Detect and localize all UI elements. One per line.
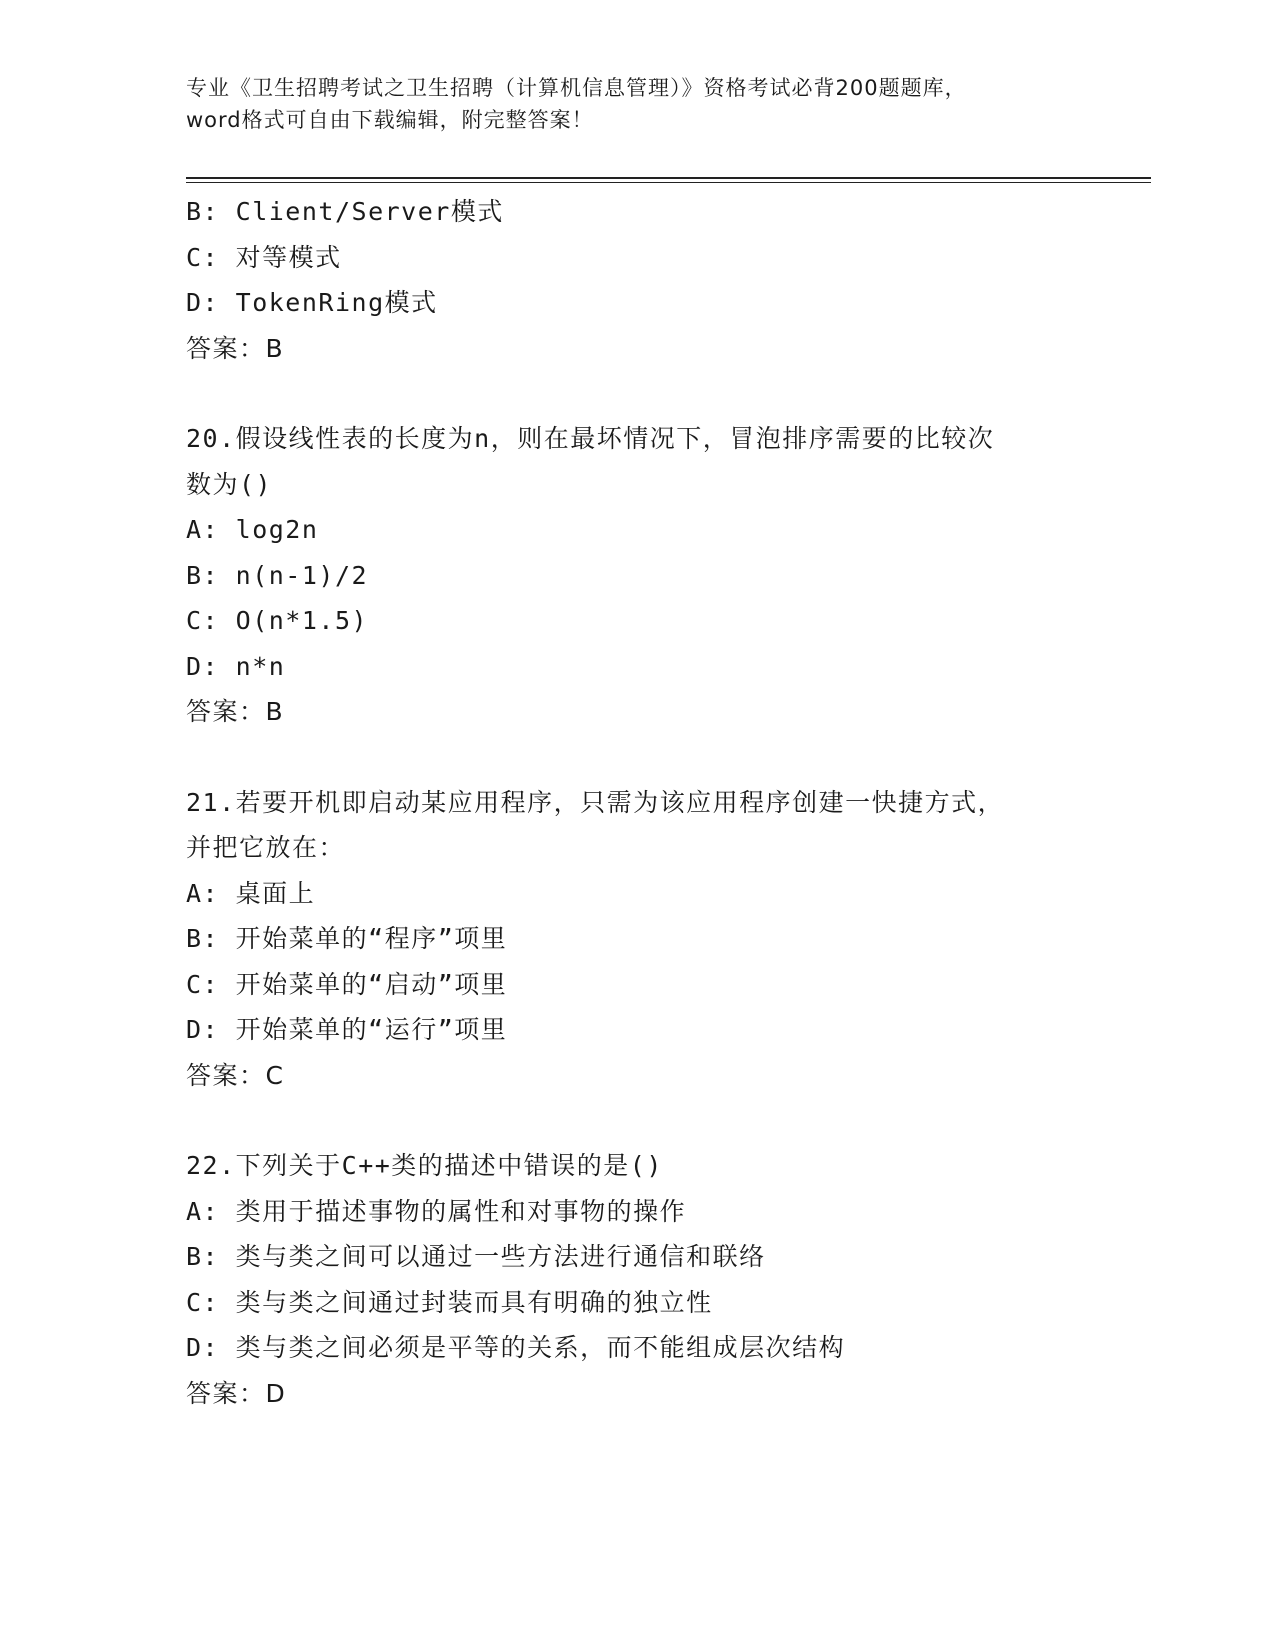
option-b: B: Client/Server模式	[186, 197, 504, 226]
question-block-22	[186, 1143, 1106, 1416]
header-divider-thick	[186, 177, 1151, 179]
question-block-continued	[186, 189, 1106, 371]
question-stem-continued: 数为()	[186, 469, 273, 499]
option-c: C: 类与类之间通过封装而具有明确的独立性	[186, 1287, 713, 1317]
option-a: A: 桌面上	[186, 878, 316, 908]
option-d: D: 开始菜单的“运行”项里	[186, 1015, 508, 1044]
option-b: B: 开始菜单的“程序”项里	[186, 924, 508, 953]
option-a: A: log2n	[186, 515, 319, 544]
spacer	[186, 1098, 1106, 1143]
question-block-20	[186, 416, 1106, 735]
option-d: D: 类与类之间必须是平等的关系，而不能组成层次结构	[186, 1333, 846, 1362]
answer-label: 答案：C	[186, 1060, 285, 1090]
spacer	[186, 735, 1106, 780]
answer-label: 答案：B	[186, 697, 285, 726]
question-content	[186, 189, 1106, 1416]
option-d: D: n*n	[186, 651, 286, 681]
option-c: C: 对等模式	[186, 242, 342, 272]
option-c: C: O(n*1.5)	[186, 606, 369, 635]
option-b: B: 类与类之间可以通过一些方法进行通信和联络	[186, 1242, 766, 1271]
header-line-2: word格式可自由下载编辑，附完整答案！	[186, 108, 594, 132]
question-stem: 20.假设线性表的长度为n，则在最坏情况下，冒泡排序需要的比较次	[186, 424, 995, 453]
option-c: C: 开始菜单的“启动”项里	[186, 969, 508, 999]
spacer	[186, 371, 1106, 416]
document-header	[186, 72, 1086, 136]
question-stem: 22.下列关于C++类的描述中错误的是()	[186, 1151, 663, 1180]
answer-label: 答案：B	[186, 333, 285, 363]
header-line-1: 专业《卫生招聘考试之卫生招聘（计算机信息管理）》资格考试必背200题题库，	[186, 76, 967, 100]
option-b: B: n(n-1)/2	[186, 560, 369, 590]
option-a: A: 类用于描述事物的属性和对事物的操作	[186, 1196, 687, 1226]
question-stem-continued: 并把它放在：	[186, 833, 346, 862]
header-divider-thin	[186, 182, 1151, 183]
option-d: D: TokenRing模式	[186, 288, 438, 317]
question-stem: 21.若要开机即启动某应用程序，只需为该应用程序创建一快捷方式，	[186, 787, 1005, 817]
answer-label: 答案：D	[186, 1378, 287, 1408]
question-block-21	[186, 780, 1106, 1099]
